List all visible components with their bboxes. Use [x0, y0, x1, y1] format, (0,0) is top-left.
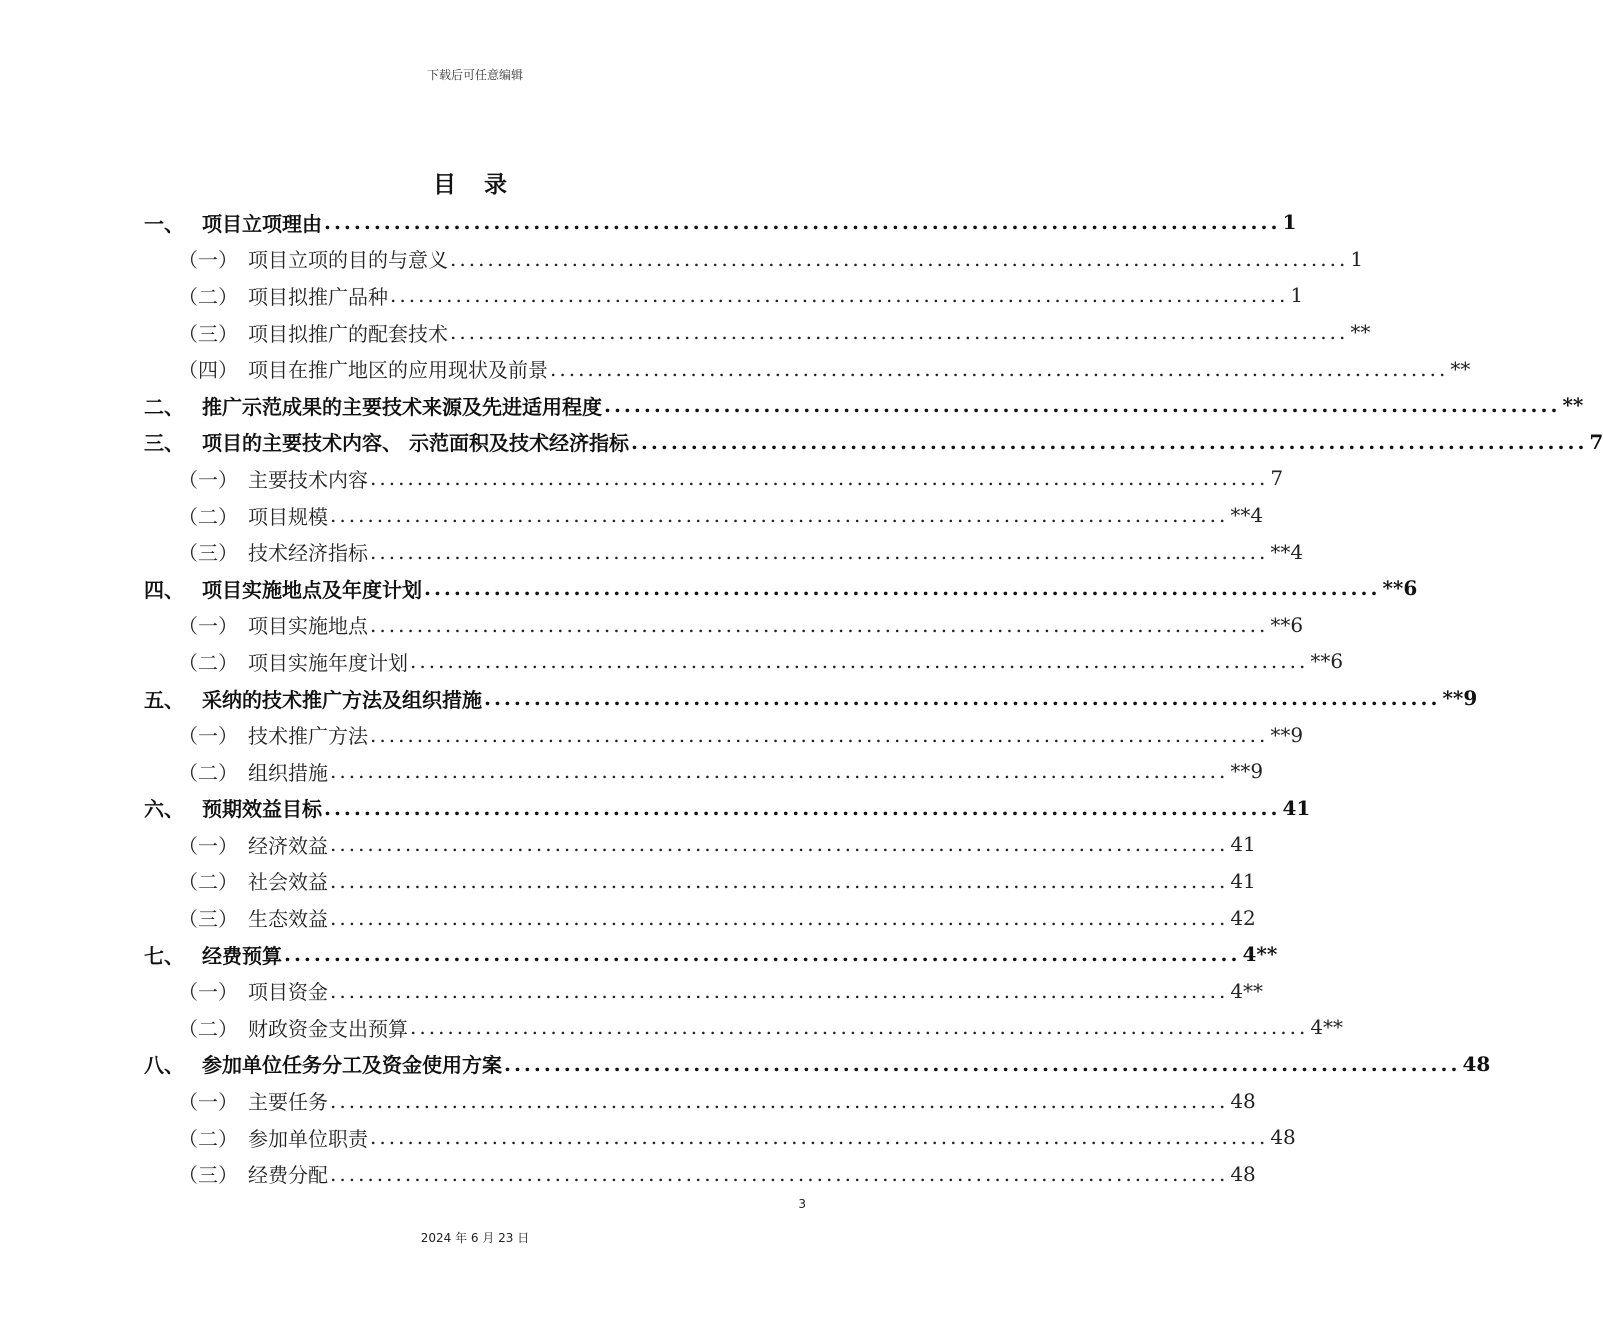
- toc-subsection[interactable]: [144, 753, 1264, 790]
- toc-page-number: **9: [1442, 686, 1478, 711]
- toc-section[interactable]: [144, 1046, 1491, 1083]
- toc-dot-leader: ................................................................................................: [330, 1088, 1229, 1113]
- toc-entry-number: （一）: [178, 833, 238, 858]
- toc-entry-number: 二、: [144, 394, 184, 419]
- toc-entry-title: 项目实施地点及年度计划: [202, 577, 422, 602]
- toc-subsection[interactable]: [144, 716, 1304, 753]
- toc-entry-title: 项目实施地点: [248, 614, 368, 639]
- toc-entry-title: 项目实施年度计划: [248, 650, 408, 675]
- toc-page-number: 48: [1230, 1088, 1256, 1113]
- toc-entry-title: 生态效益: [248, 907, 328, 932]
- toc-entry-title: 项目拟推广的配套技术: [248, 321, 448, 346]
- toc-entry-title: 项目立项理由: [202, 211, 322, 236]
- toc-entry-number: 七、: [144, 943, 184, 968]
- toc-entry-title: 参加单位任务分工及资金使用方案: [202, 1053, 502, 1078]
- toc-entry-title: 项目的主要技术内容、 示范面积及技术经济指标: [202, 431, 629, 456]
- toc-subsection[interactable]: [144, 972, 1264, 1009]
- toc-entry-title: 预期效益目标: [202, 797, 322, 822]
- toc-dot-leader: ................................................................................................: [450, 246, 1349, 271]
- toc-subsection[interactable]: [144, 643, 1344, 680]
- toc-entry-number: （一）: [178, 980, 238, 1005]
- toc-entry-number: （二）: [178, 284, 238, 309]
- toc-dot-leader: ................................................................................................: [504, 1051, 1461, 1076]
- toc-entry-number: 三、: [144, 431, 184, 456]
- toc-entry-number: （三）: [178, 321, 238, 346]
- toc-dot-leader: ................................................................................................: [330, 832, 1229, 857]
- toc-entry-title: 主要任务: [248, 1090, 328, 1115]
- toc-page-number: 7: [1589, 429, 1603, 454]
- toc-page-number: 48: [1230, 1161, 1256, 1186]
- toc-dot-leader: ................................................................................................: [370, 466, 1269, 491]
- toc-dot-leader: ................................................................................................: [484, 686, 1441, 711]
- toc-section[interactable]: [144, 936, 1278, 973]
- toc-section[interactable]: [144, 570, 1418, 607]
- toc-dot-leader: ................................................................................................: [630, 429, 1588, 454]
- toc-entry-title: 采纳的技术推广方法及组织措施: [202, 687, 482, 712]
- toc-entry-number: 一、: [144, 211, 184, 236]
- toc-dot-leader: ................................................................................................: [370, 722, 1269, 747]
- toc-entry-title: 经费预算: [202, 943, 282, 968]
- toc-entry-number: 五、: [144, 687, 184, 712]
- toc-page-number: 4**: [1242, 942, 1278, 967]
- toc-subsection[interactable]: [144, 350, 1471, 387]
- toc-entry-title: 组织措施: [248, 760, 328, 785]
- toc-page-number: 48: [1462, 1051, 1491, 1076]
- toc-page-number: 1: [1290, 283, 1304, 308]
- toc-entry-number: （一）: [178, 1090, 238, 1115]
- toc-entry-number: （三）: [178, 541, 238, 566]
- toc-subsection[interactable]: [144, 1009, 1344, 1046]
- toc-page-number: **4: [1270, 539, 1304, 564]
- toc-subsection[interactable]: [144, 607, 1304, 644]
- toc-subsection[interactable]: [144, 1082, 1256, 1119]
- toc-page-number: 4**: [1310, 1015, 1344, 1040]
- toc-page-number: 42: [1230, 905, 1256, 930]
- toc-page-number: 4**: [1230, 978, 1264, 1003]
- toc-dot-leader: ................................................................................................: [410, 1015, 1309, 1040]
- toc-entry-title: 项目立项的目的与意义: [248, 248, 448, 273]
- toc-entry-number: （二）: [178, 1126, 238, 1151]
- header-note: 下载后可任意编辑: [426, 68, 523, 82]
- toc-entry-title: 社会效益: [248, 870, 328, 895]
- toc-page-number: **: [1450, 356, 1471, 381]
- table-of-contents: [144, 204, 1603, 1192]
- toc-entry-number: （一）: [178, 724, 238, 749]
- toc-entry-number: （三）: [178, 907, 238, 932]
- toc-entry-title: 技术推广方法: [248, 724, 368, 749]
- toc-entry-number: （二）: [178, 504, 238, 529]
- toc-entry-title: 财政资金支出预算: [248, 1016, 408, 1041]
- toc-entry-title: 项目拟推广品种: [248, 284, 388, 309]
- toc-entry-number: （二）: [178, 870, 238, 895]
- footer-date: 2024 年 6 月 23 日: [420, 1231, 530, 1245]
- toc-subsection[interactable]: [144, 460, 1284, 497]
- toc-section[interactable]: [144, 680, 1478, 717]
- toc-subsection[interactable]: [144, 1119, 1296, 1156]
- toc-section[interactable]: [144, 424, 1603, 461]
- toc-page-number: 7: [1270, 466, 1284, 491]
- toc-page-number: **4: [1230, 503, 1264, 528]
- toc-entry-title: 项目资金: [248, 980, 328, 1005]
- toc-subsection[interactable]: [144, 533, 1304, 570]
- toc-subsection[interactable]: [144, 863, 1256, 900]
- toc-entry-number: 六、: [144, 797, 184, 822]
- toc-entry-number: （二）: [178, 760, 238, 785]
- toc-entry-title: 项目规模: [248, 504, 328, 529]
- toc-page-number: **: [1562, 393, 1584, 418]
- toc-entry-title: 技术经济指标: [248, 541, 368, 566]
- toc-entry-number: （一）: [178, 467, 238, 492]
- toc-entry-number: 八、: [144, 1053, 184, 1078]
- toc-dot-leader: ................................................................................................: [330, 905, 1229, 930]
- toc-section[interactable]: [144, 387, 1584, 424]
- toc-dot-leader: ................................................................................................: [390, 283, 1289, 308]
- toc-dot-leader: ................................................................................................: [450, 320, 1349, 345]
- toc-section[interactable]: [144, 790, 1311, 827]
- toc-dot-leader: ................................................................................................: [370, 612, 1269, 637]
- toc-entry-number: （二）: [178, 650, 238, 675]
- toc-page-number: **9: [1230, 759, 1264, 784]
- toc-page-number: **9: [1270, 722, 1304, 747]
- toc-dot-leader: ................................................................................................: [330, 503, 1229, 528]
- toc-dot-leader: ................................................................................................: [410, 649, 1309, 674]
- toc-page-number: 41: [1282, 795, 1311, 820]
- toc-dot-leader: ................................................................................................: [330, 1161, 1229, 1186]
- toc-section[interactable]: [144, 204, 1297, 241]
- toc-page-number: **6: [1270, 612, 1304, 637]
- toc-dot-leader: ................................................................................................: [330, 759, 1229, 784]
- toc-entry-title: 推广示范成果的主要技术来源及先进适用程度: [202, 394, 602, 419]
- toc-page-number: 48: [1270, 1125, 1296, 1150]
- toc-page-number: 1: [1350, 246, 1364, 271]
- toc-entry-title: 经费分配: [248, 1163, 328, 1188]
- toc-entry-title: 经济效益: [248, 833, 328, 858]
- toc-entry-title: 主要技术内容: [248, 467, 368, 492]
- toc-dot-leader: ................................................................................................: [370, 539, 1269, 564]
- toc-dot-leader: ................................................................................................: [330, 978, 1229, 1003]
- toc-page-number: 41: [1230, 832, 1256, 857]
- toc-entry-number: （三）: [178, 1163, 238, 1188]
- page-title: 目 录: [432, 172, 517, 198]
- toc-dot-leader: ................................................................................................: [424, 576, 1381, 601]
- toc-page-number: 1: [1282, 210, 1297, 235]
- page-number: 3: [798, 1197, 806, 1211]
- toc-subsection[interactable]: [144, 241, 1364, 278]
- toc-entry-number: （四）: [178, 358, 238, 383]
- toc-dot-leader: ................................................................................................: [550, 356, 1449, 381]
- toc-subsection[interactable]: [144, 314, 1371, 351]
- toc-subsection[interactable]: [144, 826, 1256, 863]
- toc-dot-leader: ................................................................................................: [604, 393, 1561, 418]
- toc-subsection[interactable]: [144, 497, 1264, 534]
- toc-page-number: **6: [1310, 649, 1344, 674]
- toc-dot-leader: ................................................................................................: [284, 942, 1241, 967]
- toc-page-number: 41: [1230, 868, 1256, 893]
- toc-entry-number: 四、: [144, 577, 184, 602]
- toc-entry-number: （一）: [178, 248, 238, 273]
- toc-subsection[interactable]: [144, 1155, 1256, 1192]
- toc-page-number: **6: [1382, 576, 1418, 601]
- toc-entry-number: （二）: [178, 1016, 238, 1041]
- toc-entry-number: （一）: [178, 614, 238, 639]
- toc-dot-leader: ................................................................................................: [324, 210, 1281, 235]
- toc-subsection[interactable]: [144, 899, 1256, 936]
- toc-dot-leader: ................................................................................................: [324, 795, 1281, 820]
- toc-entry-title: 参加单位职责: [248, 1126, 368, 1151]
- toc-page-number: **: [1350, 320, 1371, 345]
- toc-dot-leader: ................................................................................................: [330, 868, 1229, 893]
- toc-subsection[interactable]: [144, 277, 1304, 314]
- toc-entry-title: 项目在推广地区的应用现状及前景: [248, 358, 548, 383]
- toc-dot-leader: ................................................................................................: [370, 1125, 1269, 1150]
